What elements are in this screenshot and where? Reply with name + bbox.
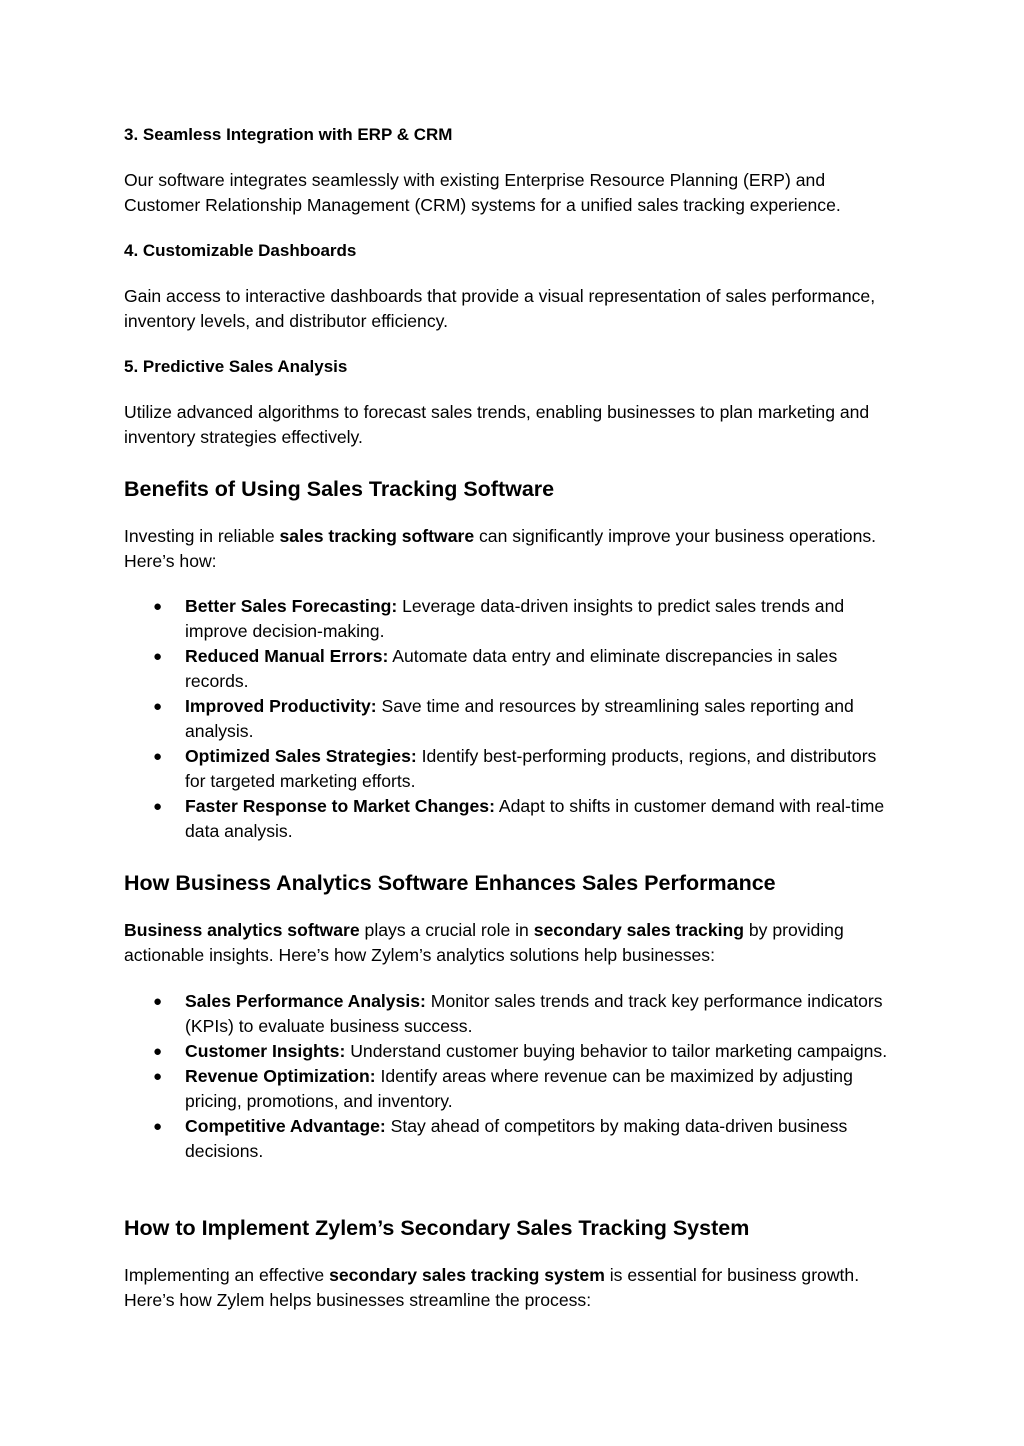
list-item: [124, 989, 900, 1039]
bullet-icon: ●: [153, 698, 163, 715]
list-item-term: Competitive Advantage:: [185, 1116, 386, 1136]
dashboards-heading: 4. Customizable Dashboards: [124, 241, 357, 260]
bullet-icon: ●: [153, 1068, 163, 1085]
list-item-desc: Identify areas where revenue can be maximized by adjusting pricing, promotions, and inventory.: [185, 1066, 853, 1111]
bullet-icon: ●: [153, 1043, 163, 1060]
bullet-icon: ●: [153, 1118, 163, 1135]
analytics-intro-post: by providing actionable insights. Here’s how Zylem’s analytics solutions help businesses:: [124, 920, 844, 965]
list-item: [124, 594, 900, 644]
list-item-term: Faster Response to Market Changes:: [185, 796, 495, 816]
list-item-desc: Understand customer buying behavior to tailor marketing campaigns.: [345, 1041, 888, 1061]
bullet-icon: ●: [153, 798, 163, 815]
list-item: [124, 744, 900, 794]
erp-heading: 3. Seamless Integration with ERP & CRM: [124, 125, 453, 144]
list-item-term: Improved Productivity:: [185, 696, 377, 716]
list-item-desc: Automate data entry and eliminate discrepancies in sales records.: [185, 646, 838, 691]
analytics-intro: [124, 918, 900, 968]
implement-intro-pre: Implementing an effective: [124, 1265, 330, 1285]
benefits-heading: Benefits of Using Sales Tracking Software: [124, 477, 555, 501]
benefits-intro-post: can significantly improve your business operations. Here’s how:: [124, 526, 877, 571]
implement-intro-bold: secondary sales tracking system: [329, 1265, 605, 1285]
list-item: [124, 644, 900, 694]
benefits-intro: [124, 524, 900, 574]
list-item-desc: Identify best-performing products, regions, and distributors for targeted marketing efforts.: [185, 746, 877, 791]
benefits-list: [124, 594, 900, 844]
list-item-term: Revenue Optimization:: [185, 1066, 376, 1086]
analytics-intro-bold-2: secondary sales tracking: [533, 920, 744, 940]
list-item: [124, 794, 900, 844]
analytics-list: [124, 989, 900, 1164]
list-item: [124, 1039, 900, 1064]
list-item-desc: Stay ahead of competitors by making data-driven business decisions.: [185, 1116, 848, 1161]
implement-intro-post: is essential for business growth. Here’s how Zylem helps businesses streamline the process:: [124, 1265, 860, 1310]
list-item: [124, 1064, 900, 1114]
benefits-intro-bold: sales tracking software: [279, 526, 475, 546]
predictive-paragraph: Utilize advanced algorithms to forecast sales trends, enabling businesses to plan marketing and inventory strategies effectively.: [124, 402, 870, 447]
list-item-term: Sales Performance Analysis:: [185, 991, 426, 1011]
analytics-intro-bold-1: Business analytics software: [124, 920, 360, 940]
analytics-intro-mid: plays a crucial role in: [359, 920, 534, 940]
analytics-heading: How Business Analytics Software Enhances Sales Performance: [124, 871, 776, 895]
list-item-desc: Adapt to shifts in customer demand with real-time data analysis.: [185, 796, 885, 841]
bullet-icon: ●: [153, 748, 163, 765]
dashboards-paragraph: Gain access to interactive dashboards that provide a visual representation of sales performance, inventory levels, and distributor efficiency.: [124, 286, 876, 331]
bullet-icon: ●: [153, 993, 163, 1010]
predictive-heading: 5. Predictive Sales Analysis: [124, 357, 348, 376]
list-item-term: Optimized Sales Strategies:: [185, 746, 417, 766]
erp-paragraph: Our software integrates seamlessly with existing Enterprise Resource Planning (ERP) and Customer Relationship Management (CRM) systems for a unified sales tracking experience.: [124, 170, 841, 215]
list-item-desc: Save time and resources by streamlining sales reporting and analysis.: [185, 696, 854, 741]
list-item-desc: Monitor sales trends and track key performance indicators (KPIs) to evaluate business success.: [185, 991, 883, 1036]
list-item-term: Customer Insights:: [185, 1041, 346, 1061]
bullet-icon: ●: [153, 598, 163, 615]
list-item-desc: Leverage data-driven insights to predict sales trends and improve decision-making.: [185, 596, 845, 641]
bullet-icon: ●: [153, 648, 163, 665]
list-item-term: Reduced Manual Errors:: [185, 646, 389, 666]
implement-intro: [124, 1263, 900, 1313]
list-item: [124, 1114, 900, 1164]
implement-heading: How to Implement Zylem’s Secondary Sales Tracking System: [124, 1216, 750, 1240]
list-item: [124, 694, 900, 744]
list-item-term: Better Sales Forecasting:: [185, 596, 398, 616]
benefits-intro-pre: Investing in reliable: [124, 526, 280, 546]
